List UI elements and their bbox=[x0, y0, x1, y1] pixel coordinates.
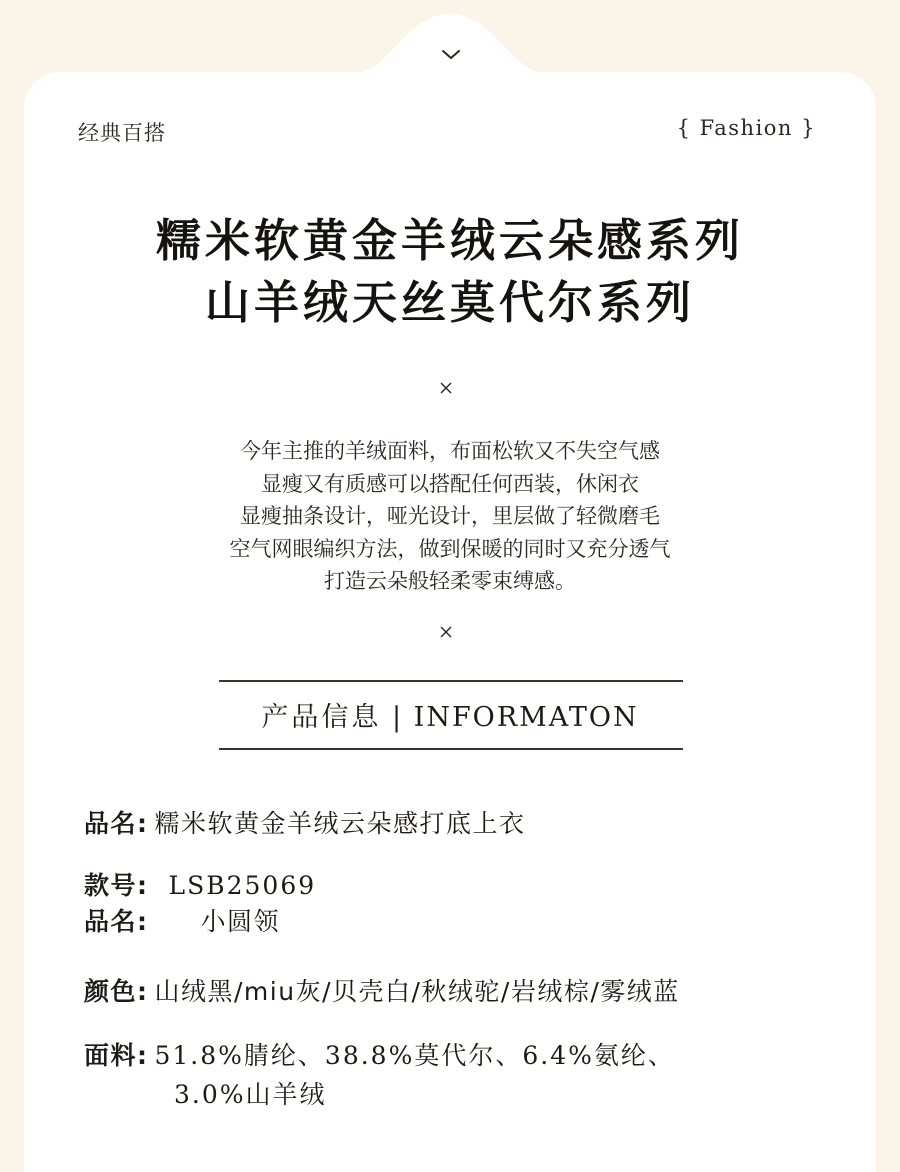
spec-value: LSB25069 bbox=[168, 871, 317, 900]
spec-label: 面料: bbox=[84, 1041, 149, 1070]
spec-row-collar bbox=[84, 902, 280, 938]
divider-top bbox=[219, 680, 683, 682]
cross-divider-icon bbox=[439, 381, 453, 395]
description-line: 今年主推的羊绒面料，布面松软又不失空气感 bbox=[240, 439, 660, 463]
description-line: 显瘦抽条设计，哑光设计，里层做了轻微磨毛 bbox=[240, 504, 660, 528]
spec-label: 款号: bbox=[84, 871, 149, 900]
info-section-title bbox=[0, 695, 900, 734]
description-line: 显瘦又有质感可以搭配任何西装，休闲衣 bbox=[261, 471, 639, 496]
description-line: 空气网眼编织方法，做到保暖的同时又充分透气 bbox=[229, 536, 671, 561]
spec-label: 品名: bbox=[84, 809, 149, 838]
spec-row-color bbox=[84, 972, 680, 1008]
spec-row-fabric bbox=[84, 1036, 675, 1072]
spec-value: 小圆领 bbox=[200, 907, 281, 936]
page-title-line-2: 山羊绒天丝莫代尔系列 bbox=[204, 276, 695, 329]
info-title-zh: 产品信息 bbox=[261, 702, 382, 733]
spec-value: 山绒黑/miu灰/贝壳白/秋绒驼/岩绒棕/雾绒蓝 bbox=[154, 977, 680, 1006]
info-title-en: INFORMATON bbox=[413, 702, 639, 733]
spec-value: 糯米软黄金羊绒云朵感打底上衣 bbox=[154, 809, 526, 838]
cross-divider-icon bbox=[439, 625, 453, 639]
spec-row-model bbox=[84, 866, 316, 902]
spec-row-name bbox=[84, 804, 526, 840]
chevron-down-icon[interactable] bbox=[440, 48, 462, 62]
divider-bottom bbox=[219, 748, 683, 750]
description-line: 打造云朵般轻柔零束缚感。 bbox=[324, 569, 576, 593]
category-tag: 经典百搭 bbox=[78, 121, 166, 145]
spec-row-fabric-continued bbox=[174, 1075, 327, 1111]
fashion-tag: { Fashion } bbox=[676, 116, 816, 140]
spec-label: 颜色: bbox=[84, 977, 149, 1006]
spec-value: 3.0%山羊绒 bbox=[174, 1080, 327, 1109]
info-title-separator: | bbox=[381, 702, 414, 733]
description-block bbox=[0, 435, 900, 598]
spec-value: 51.8%腈纶、38.8%莫代尔、6.4%氨纶、 bbox=[154, 1041, 675, 1070]
page-title-line-1: 糯米软黄金羊绒云朵感系列 bbox=[155, 214, 744, 267]
spec-label: 品名: bbox=[84, 907, 149, 936]
